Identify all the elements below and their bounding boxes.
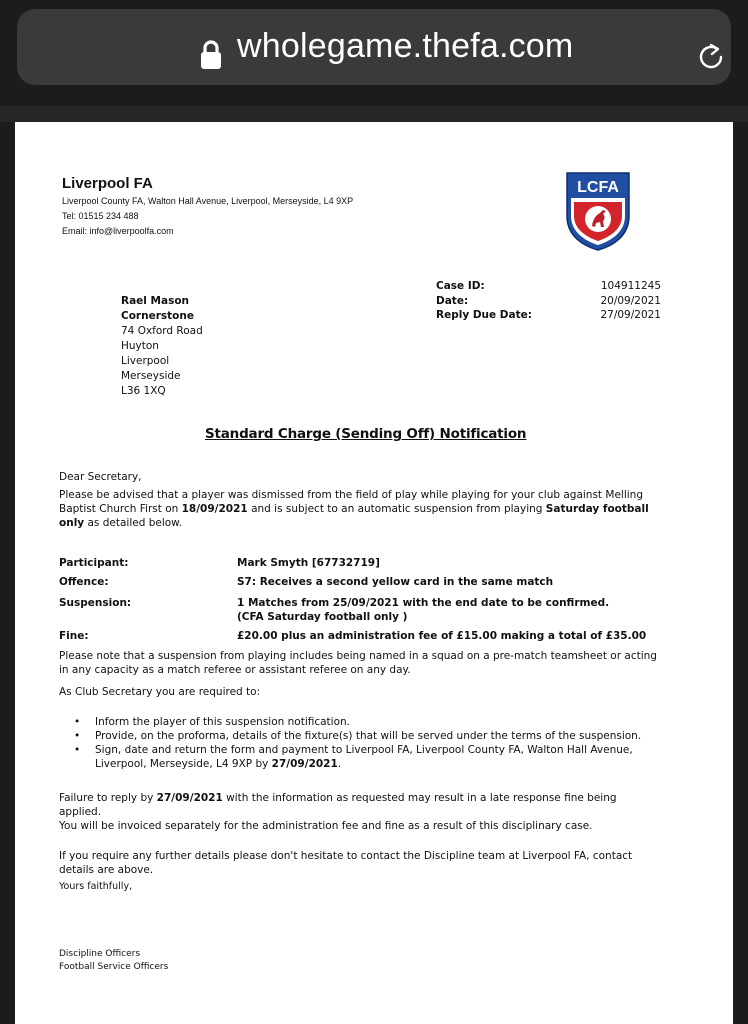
- offence-value: S7: Receives a second yellow card in the same match: [237, 576, 554, 588]
- letter-page: [15, 122, 733, 1024]
- case-values: [586, 279, 661, 323]
- crest-text: LCFA: [577, 179, 619, 196]
- lock-icon: [200, 40, 222, 70]
- recipient-street: 74 Oxford Road: [121, 325, 203, 337]
- org-address: Liverpool County FA, Walton Hall Avenue, Liverpool, Merseyside, L4 9XP: [62, 196, 354, 206]
- action-return-end: .: [337, 758, 342, 770]
- intro-text-1: Please be advised that a player was dismissed from the field of play while playing for your club against Melling Baptist Church First on: [59, 489, 643, 515]
- browser-chrome: [0, 0, 748, 106]
- further-paragraph: If you require any further details please don't hesitate to contact the Discipline team at Liverpool FA, contact details are above.: [59, 850, 633, 876]
- suspension-note: Please note that a suspension from playing includes being named in a squad on a pre-match teamsheet or acting in any capacity as a match referee or assistant referee on any day.: [59, 650, 657, 676]
- invoice-paragraph: You will be invoiced separately for the administration fee and fine as a result of this disciplinary case.: [59, 820, 593, 832]
- action-proforma: Provide, on the proforma, details of the fixture(s) that will be served under the terms of the suspension.: [95, 730, 642, 742]
- offence-label: Offence:: [59, 576, 109, 588]
- suspension-scope: Saturday football only: [59, 503, 649, 529]
- fine-label: Fine:: [59, 630, 89, 642]
- address-bar[interactable]: [17, 9, 731, 85]
- signoff: Yours faithfully,: [59, 881, 133, 892]
- suspension-label: Suspension:: [59, 597, 132, 609]
- recipient-city: Liverpool: [121, 355, 170, 367]
- action-inform: Inform the player of this suspension notification.: [95, 716, 351, 728]
- greeting: Dear Secretary,: [59, 471, 142, 483]
- case-date-value: 20/09/2021: [600, 294, 661, 307]
- recipient-area: Huyton: [121, 340, 159, 352]
- reload-icon[interactable]: [695, 41, 727, 73]
- intro-paragraph: [59, 488, 659, 530]
- case-labels: [436, 279, 532, 323]
- failure-date: 27/09/2021: [156, 792, 223, 804]
- participant-value: Mark Smyth [67732719]: [237, 557, 380, 569]
- letter-title: Standard Charge (Sending Off) Notification: [205, 426, 527, 442]
- org-tel: Tel: 01515 234 488: [62, 211, 139, 221]
- list-item: [59, 743, 659, 771]
- recipient-org: Cornerstone: [121, 310, 194, 322]
- case-id-value: 104911245: [600, 280, 661, 292]
- intro-text-2: and is subject to an automatic suspension from playing: [247, 503, 546, 515]
- signature-line-2: Football Service Officers: [59, 962, 169, 972]
- lcfa-crest-logo: [563, 170, 633, 252]
- failure-text-2: with the information as requested may result in a late response fine being applied.: [59, 792, 617, 818]
- match-date: 18/09/2021: [181, 503, 248, 515]
- recipient-postcode: L36 1XQ: [121, 385, 166, 397]
- signature-block: [59, 948, 659, 974]
- viewport-gap: [0, 106, 748, 122]
- return-date: 27/09/2021: [271, 758, 338, 770]
- org-email: Email: info@liverpoolfa.com: [62, 226, 174, 236]
- list-item: [59, 729, 659, 743]
- org-name: Liverpool FA: [62, 175, 153, 192]
- failure-paragraph: [59, 791, 659, 819]
- failure-text-1: Failure to reply by: [59, 792, 157, 804]
- signature-line-1: Discipline Officers: [59, 949, 141, 959]
- url-text: wholegame.thefa.com: [237, 27, 574, 65]
- list-item: [59, 715, 659, 729]
- participant-label: Participant:: [59, 557, 129, 569]
- reply-due-value: 27/09/2021: [600, 309, 661, 321]
- recipient-county: Merseyside: [121, 370, 181, 382]
- suspension-value: 1 Matches from 25/09/2021 with the end date to be confirmed. (CFA Saturday football only ): [237, 597, 610, 623]
- required-actions-list: [59, 715, 659, 771]
- fine-value: £20.00 plus an administration fee of £15.00 making a total of £35.00: [237, 630, 647, 642]
- required-intro: As Club Secretary you are required to:: [59, 686, 261, 698]
- reply-due-label: Reply Due Date:: [436, 309, 532, 321]
- recipient-name: Rael Mason: [121, 295, 190, 307]
- case-date-label: Date:: [436, 294, 469, 307]
- intro-text-3: as detailed below.: [84, 517, 183, 529]
- action-return: Sign, date and return the form and payment to Liverpool FA, Liverpool County FA, Walton Hall Avenue, Liverpool, Merseyside, L4 9XP by: [95, 744, 633, 770]
- recipient-address: [121, 294, 203, 399]
- case-id-label: Case ID:: [436, 280, 485, 292]
